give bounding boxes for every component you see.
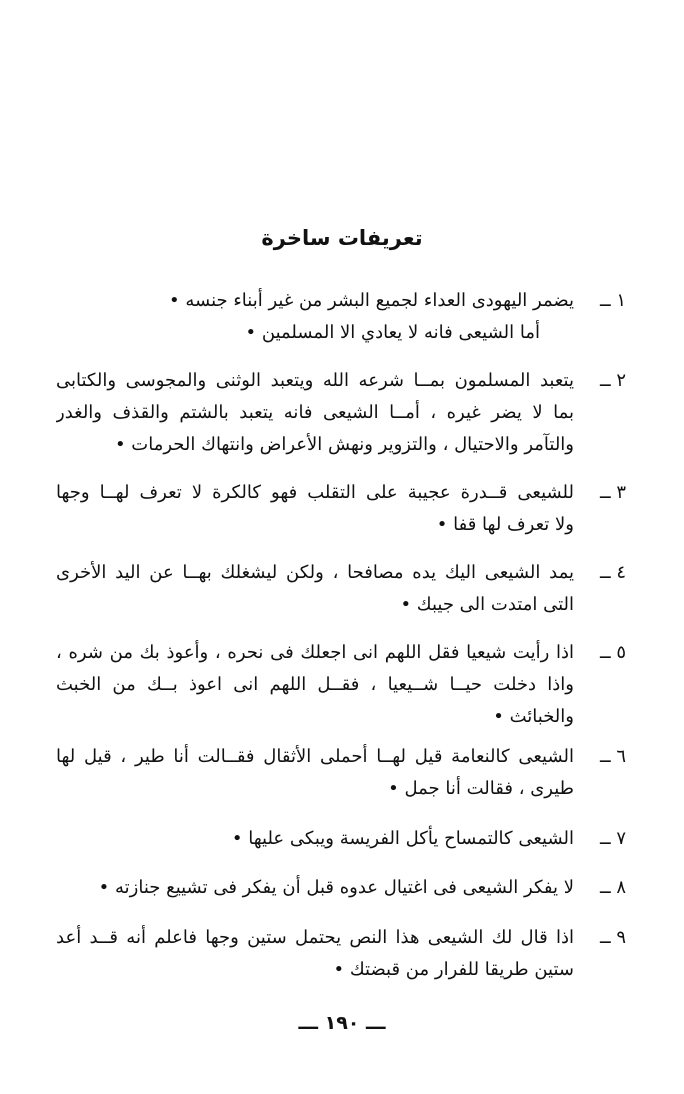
- list-item-1: [56, 285, 626, 349]
- item-line: التى امتدت الى جيبك •: [400, 594, 574, 615]
- list-item-6: [56, 741, 626, 805]
- item-number: ٢ ــ: [600, 370, 626, 391]
- item-number: ١ ــ: [600, 290, 626, 311]
- page-title: تعريفات ساخرة: [261, 226, 423, 250]
- item-line: اذا رأيت شيعيا فقل اللهم انى اجعلك فى نحره ، وأعوذ بك من شره ،: [56, 642, 574, 663]
- item-line: ستين طريقا للفرار من قبضتك •: [333, 959, 574, 980]
- item-line: طيرى ، فقالت أنا جمل •: [388, 778, 574, 799]
- item-number: ٨ ــ: [600, 877, 626, 898]
- list-item-8: [56, 872, 626, 904]
- list-item-9: [56, 922, 626, 986]
- list-item-3: [56, 477, 626, 541]
- item-number: ٦ ــ: [600, 746, 626, 767]
- item-line: يضمر اليهودى العداء لجميع البشر من غير أبناء جنسه •: [169, 290, 574, 311]
- item-number: ٤ ــ: [600, 562, 626, 583]
- item-line: يتعبد المسلمون بمــا شرعه الله ويتعبد الوثنى والمجوسى والكتابى: [56, 370, 574, 391]
- list-item-5: [56, 637, 626, 733]
- item-line: الشيعى كالتمساح يأكل الفريسة ويبكى عليها •: [231, 828, 574, 849]
- item-number: ٣ ــ: [600, 482, 626, 503]
- item-number: ٥ ــ: [600, 642, 626, 663]
- item-number: ٩ ــ: [600, 927, 626, 948]
- item-line: الشيعى كالنعامة قيل لهــا أحملى الأثقال فقــالت أنا طير ، قيل لها: [56, 746, 574, 767]
- item-line: ولا تعرف لها قفا •: [436, 514, 574, 535]
- item-line: لا يفكر الشيعى فى اغتيال عدوه قبل أن يفكر فى تشييع جنازته •: [98, 877, 574, 898]
- list-item-7: [56, 823, 626, 855]
- item-line: بما لا يضر غيره ، أمــا الشيعى فانه يتعبد بالشتم والقذف والغدر: [56, 402, 574, 423]
- item-line: للشيعى قــدرة عجيبة على التقلب فهو كالكرة لا تعرف لهــا وجها: [56, 482, 574, 503]
- item-line: واذا دخلت حيــا شــيعيا ، فقــل اللهم انى اعوذ بــك من الخبث: [56, 674, 574, 695]
- item-line: اذا قال لك الشيعى هذا النص يحتمل ستين وجها فاعلم أنه قــد أعد: [56, 927, 574, 948]
- item-line: يمد الشيعى اليك يده مصافحا ، ولكن ليشغلك بهــا عن اليد الأخرى: [56, 562, 574, 583]
- list-item-2: [56, 365, 626, 461]
- page-number: ـــ ١٩٠ ـــ: [298, 1012, 386, 1034]
- item-line: والخبائث •: [493, 706, 574, 727]
- item-line: والتآمر والاحتيال ، والتزوير ونهش الأعراض وانتهاك الحرمات •: [114, 434, 574, 455]
- list-item-4: [56, 557, 626, 621]
- item-line: أما الشيعى فانه لا يعادي الا المسلمين •: [245, 322, 540, 343]
- item-number: ٧ ــ: [600, 828, 626, 849]
